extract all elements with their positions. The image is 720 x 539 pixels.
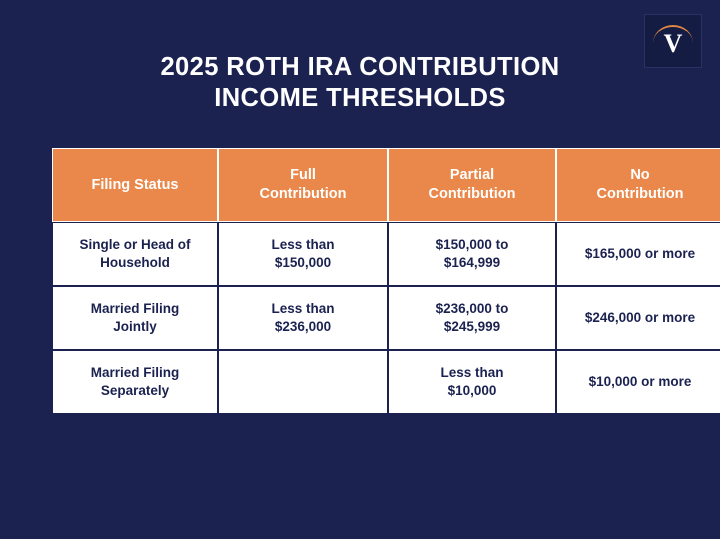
cell-text-line-1: $165,000 or more (584, 246, 696, 261)
table-row (52, 222, 720, 286)
cell-text-line-1: Less than (440, 365, 504, 380)
cell-text-line-1: Married Filing (90, 365, 180, 380)
cell-full-contribution (218, 350, 388, 414)
cell-text-line-2: $236,000 (274, 319, 332, 334)
cell-text-line-1: Married Filing (90, 301, 180, 316)
cell-text-line-1: $10,000 or more (588, 374, 692, 389)
column-header-full-contribution-line-2: Contribution (259, 186, 347, 202)
cell-filing-status (52, 222, 218, 286)
table-header-row (52, 148, 720, 222)
cell-no-contribution (556, 286, 720, 350)
cell-no-contribution (556, 222, 720, 286)
column-header-no-contribution-line-1: No (630, 167, 650, 183)
table-row (52, 350, 720, 414)
column-header-partial-contribution (388, 148, 556, 222)
cell-partial-contribution (388, 350, 556, 414)
cell-text-line-1: Less than (271, 237, 335, 252)
cell-text-line-1: $236,000 to (435, 301, 509, 316)
cell-text-line-1: $246,000 or more (584, 310, 696, 325)
cell-no-contribution (556, 350, 720, 414)
logo-letter: V (663, 29, 683, 58)
page-title-line-2: INCOME THRESHOLDS (214, 84, 506, 112)
page-title (0, 52, 720, 114)
table-body (52, 222, 720, 414)
cell-text-line-2: $10,000 (447, 383, 497, 398)
page-title-line-1: 2025 ROTH IRA CONTRIBUTION (160, 53, 560, 81)
cell-full-contribution (218, 286, 388, 350)
cell-text-line-1: Single or Head of (79, 237, 191, 252)
cell-full-contribution (218, 222, 388, 286)
column-header-partial-contribution-line-2: Contribution (428, 186, 516, 202)
column-header-no-contribution-line-2: Contribution (596, 186, 684, 202)
column-header-filing-status-line-1: Filing Status (91, 176, 179, 193)
cell-text-line-2: $245,999 (443, 319, 501, 334)
cell-text-line-2: Jointly (113, 319, 157, 334)
column-header-filing-status (52, 148, 218, 222)
table-row (52, 286, 720, 350)
column-header-full-contribution-line-1: Full (290, 167, 316, 183)
cell-partial-contribution (388, 222, 556, 286)
column-header-no-contribution (556, 148, 720, 222)
cell-text-line-2: Household (100, 255, 170, 270)
thresholds-table-container (52, 148, 696, 414)
cell-text-line-1: $150,000 to (435, 237, 509, 252)
column-header-full-contribution (218, 148, 388, 222)
cell-text-line-2: Separately (100, 383, 170, 398)
cell-text-line-1: Less than (271, 301, 335, 316)
cell-filing-status (52, 286, 218, 350)
table-header (52, 148, 720, 222)
cell-text-line-2: $150,000 (274, 255, 332, 270)
column-header-partial-contribution-line-1: Partial (449, 167, 495, 183)
cell-filing-status (52, 350, 218, 414)
thresholds-table (52, 148, 720, 414)
cell-partial-contribution (388, 286, 556, 350)
cell-text-line-2: $164,999 (443, 255, 501, 270)
